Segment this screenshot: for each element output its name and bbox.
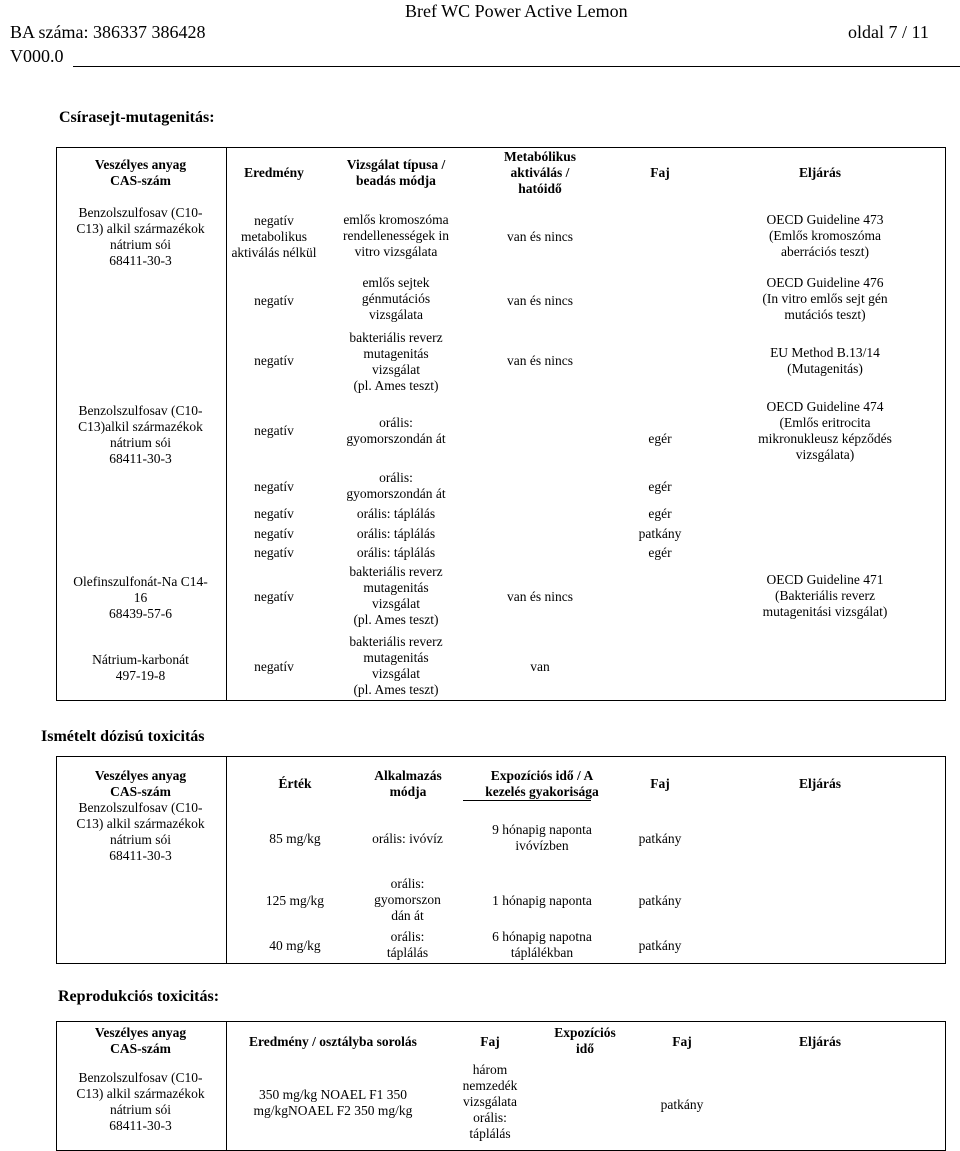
rd-exposure-3: 6 hónapig napotna táplálékban [492, 929, 592, 960]
col-header-species: Faj [650, 165, 670, 180]
rd-species-1: patkány [638, 831, 682, 846]
repro-species-2: patkány [660, 1097, 704, 1112]
germ-metabolic-1: van és nincs [507, 229, 573, 244]
germ-method-5: OECD Guideline 471 (Bakteriális reverz mutagenitási vizsgálat) [762, 572, 888, 619]
germ-test-6: orális: táplálás [356, 506, 436, 521]
germ-test-3: bakteriális reverz mutagenitás vizsgálat (pl. Ames teszt) [349, 330, 443, 393]
repro-header-substance: Veszélyes anyag CAS-szám [94, 1025, 187, 1056]
germ-test-4: orális: gyomorszondán át [346, 415, 446, 446]
document-version: V000.0 [10, 46, 64, 66]
germ-test-2: emlős sejtek génmutációs vizsgálata [361, 275, 431, 322]
germ-species-1: egér [648, 431, 672, 446]
germ-result-10: negatív [254, 659, 294, 674]
rd-exposure-1: 9 hónapig naponta ivóvízben [492, 822, 592, 853]
repro-header-exposure: Expozíciós idő [554, 1025, 616, 1056]
rd-route-2: orális: gyomorszon dán át [374, 876, 441, 923]
product-name: Bref WC Power Active Lemon [405, 1, 628, 21]
germ-test-5: orális: gyomorszondán át [346, 470, 446, 501]
germ-method-2: OECD Guideline 476 (In vitro emlős sejt gén mutációs teszt) [762, 275, 888, 322]
germ-metabolic-5: van [530, 659, 550, 674]
rd-header-species: Faj [650, 776, 670, 791]
rd-species-2: patkány [638, 893, 682, 908]
repro-species-study: három nemzedék vizsgálata orális: táplálás [462, 1062, 518, 1141]
germ-method-3: EU Method B.13/14 (Mutagenitás) [770, 345, 880, 376]
page-number: oldal 7 / 11 [848, 22, 929, 42]
germ-test-1: emlős kromoszóma rendellenességek in vitro vizsgálata [342, 212, 450, 259]
rd-header-underline [463, 800, 591, 801]
germ-substance-1: Benzolszulfosav (C10- C13) alkil származékok nátrium sói 68411-30-3 [76, 205, 205, 268]
rd-species-3: patkány [638, 938, 682, 953]
rd-exposure-2: 1 hónapig naponta [492, 893, 592, 908]
germ-result-3: negatív [254, 353, 294, 368]
col-header-result: Eredmény [244, 165, 304, 180]
repro-header-species-2: Faj [672, 1034, 692, 1049]
rd-header-value: Érték [278, 776, 312, 791]
header-rule [73, 66, 960, 67]
repro-substance: Benzolszulfosav (C10- C13) alkil származékok nátrium sói 68411-30-3 [76, 1070, 205, 1133]
germ-substance-4: Nátrium-karbonát 497-19-8 [92, 652, 189, 683]
rd-header-method: Eljárás [799, 776, 841, 791]
rd-header-exposure: Expozíciós idő / A kezelés gyakorisága [485, 768, 599, 799]
germ-substance-2: Benzolszulfosav (C10- C13)alkil származékok nátrium sói 68411-30-3 [78, 403, 203, 466]
col-header-test-type: Vizsgálat típusa / beadás módja [346, 157, 446, 188]
germ-result-4: negatív [254, 423, 294, 438]
section-title-repeated-dose: Ismételt dózisú toxicitás [41, 728, 205, 745]
germ-result-5: negatív [254, 479, 294, 494]
rd-header-substance: Veszélyes anyag CAS-szám [94, 768, 187, 799]
germ-species-2: egér [648, 479, 672, 494]
section-title-reproductive: Reprodukciós toxicitás: [58, 988, 220, 1005]
repro-header-result: Eredmény / osztályba sorolás [249, 1034, 417, 1049]
germ-species-3: egér [648, 506, 672, 521]
rd-route-3: orális: táplálás [386, 929, 429, 960]
rd-value-1: 85 mg/kg [269, 831, 321, 846]
germ-method-1: OECD Guideline 473 (Emlős kromoszóma aberrációs teszt) [766, 212, 884, 259]
germ-metabolic-2: van és nincs [507, 293, 573, 308]
germ-metabolic-4: van és nincs [507, 589, 573, 604]
germ-species-5: egér [648, 545, 672, 560]
germ-result-7: negatív [254, 526, 294, 541]
germ-substance-3: Olefinszulfonát-Na C14- 16 68439-57-6 [73, 574, 208, 621]
rd-value-3: 40 mg/kg [269, 938, 321, 953]
germ-test-7: orális: táplálás [356, 526, 436, 541]
col-header-substance: Veszélyes anyag CAS-szám [94, 157, 187, 188]
repro-result: 350 mg/kg NOAEL F1 350 mg/kgNOAEL F2 350 mg/kg [253, 1087, 413, 1118]
germ-result-9: negatív [254, 589, 294, 604]
repro-header-species: Faj [480, 1034, 500, 1049]
section-title-germ-mutagenicity: Csírasejt-mutagenitás: [59, 109, 215, 126]
rd-header-route: Alkalmazás módja [374, 768, 442, 799]
germ-test-8: orális: táplálás [356, 545, 436, 560]
germ-test-10: bakteriális reverz mutagenitás vizsgálat (pl. Ames teszt) [349, 634, 443, 697]
repro-header-method: Eljárás [799, 1034, 841, 1049]
germ-test-9: bakteriális reverz mutagenitás vizsgálat (pl. Ames teszt) [349, 564, 443, 627]
rd-substance: Benzolszulfosav (C10- C13) alkil származékok nátrium sói 68411-30-3 [76, 800, 205, 863]
germ-result-2: negatív [254, 293, 294, 308]
germ-method-4: OECD Guideline 474 (Emlős eritrocita mikronukleusz képződés vizsgálata) [758, 399, 892, 462]
col-header-method: Eljárás [799, 165, 841, 180]
col-header-metabolic: Metabólikus aktiválás / hatóidő [503, 149, 576, 196]
rd-route-1: orális: ivóvíz [372, 831, 443, 846]
rd-value-2: 125 mg/kg [265, 893, 325, 908]
germ-metabolic-3: van és nincs [507, 353, 573, 368]
germ-species-4: patkány [638, 526, 682, 541]
document-id: BA száma: 386337 386428 [10, 22, 206, 42]
germ-result-6: negatív [254, 506, 294, 521]
germ-result-8: negatív [254, 545, 294, 560]
germ-result-1: negatív metabolikus aktiválás nélkül [231, 213, 317, 260]
